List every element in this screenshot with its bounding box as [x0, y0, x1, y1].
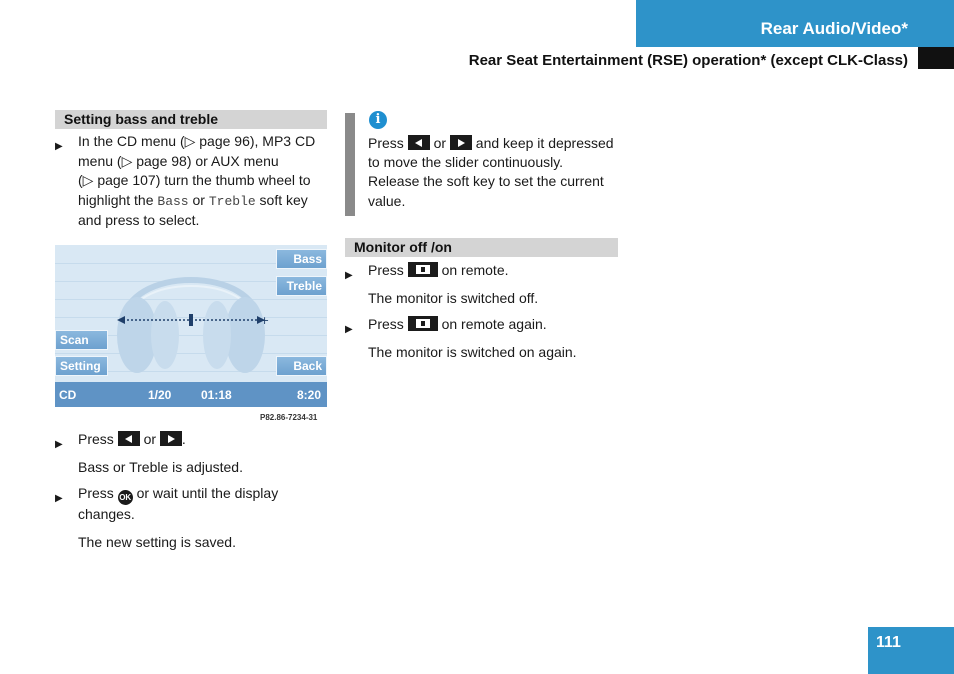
step-text: menu (▷ page 98) or AUX menu — [78, 152, 279, 169]
info-text: value. — [368, 192, 406, 209]
page-number: 111 — [868, 627, 954, 674]
source-label: CD — [59, 388, 77, 402]
step-text: (▷ page 107) turn the thumb wheel to — [78, 172, 311, 188]
section-heading-monitor: Monitor off /on — [345, 238, 618, 257]
monitor-key-icon — [408, 262, 438, 277]
bullet-arrow-icon: ▶ — [55, 439, 63, 450]
step-text: Press OK or wait until the display — [78, 484, 338, 505]
step-result: The monitor is switched on again. — [368, 343, 577, 360]
step-result: Bass or Treble is adjusted. — [78, 458, 243, 475]
treble-softkey-label: Treble — [208, 193, 256, 209]
left-arrow-key-icon — [118, 431, 140, 446]
bass-softkey-label: Bass — [157, 193, 189, 209]
step-monitor-on — [345, 315, 625, 365]
section-subheader: Rear Seat Entertainment (RSE) operation* (except CLK-Class) — [468, 52, 908, 69]
info-text: Press or and keep it depressed — [368, 135, 614, 151]
info-icon: i — [369, 111, 387, 129]
step-result: The monitor is switched off. — [368, 289, 539, 306]
step-adjust — [55, 430, 335, 480]
status-bar — [55, 382, 327, 407]
display-screenshot — [55, 245, 327, 407]
chapter-tab — [636, 0, 954, 47]
bullet-arrow-icon: ▶ — [345, 324, 353, 335]
ok-key-icon: OK — [118, 490, 133, 505]
bass-soft-key[interactable]: Bass — [276, 249, 327, 269]
clock: 8:20 — [297, 388, 322, 402]
bullet-arrow-icon: ▶ — [55, 141, 63, 152]
step-text: Press or . — [78, 431, 186, 447]
right-arrow-key-icon — [160, 431, 182, 446]
image-reference: P82.86-7234-31 — [260, 413, 318, 422]
left-arrow-key-icon — [408, 135, 430, 150]
step-text: and press to select. — [78, 212, 200, 228]
info-text: to move the slider continuously. — [368, 154, 564, 171]
treble-soft-key[interactable]: Treble — [276, 276, 327, 296]
step-text: Press on remote. — [368, 262, 509, 278]
info-note — [368, 134, 623, 211]
info-sidebar — [345, 113, 355, 216]
chapter-title: Rear Audio/Video* — [760, 19, 908, 38]
step-text: changes. — [78, 506, 135, 522]
setting-soft-key[interactable]: Setting — [55, 356, 108, 376]
svg-text:+: + — [260, 314, 270, 327]
track-number: 1/20 — [148, 388, 172, 402]
step-text: In the CD menu (▷ page 96), MP3 CD — [78, 133, 316, 149]
step-text: highlight the Bass or Treble soft key — [78, 191, 308, 209]
back-soft-key[interactable]: Back — [276, 356, 327, 376]
header-marker — [918, 47, 954, 69]
bullet-arrow-icon: ▶ — [55, 493, 63, 504]
step-result: The new setting is saved. — [78, 533, 236, 550]
step-confirm — [55, 484, 335, 554]
right-arrow-key-icon — [450, 135, 472, 150]
monitor-key-icon — [408, 316, 438, 331]
bullet-arrow-icon: ▶ — [345, 270, 353, 281]
scan-soft-key[interactable]: Scan — [55, 330, 108, 350]
step-select-soft-key — [55, 132, 335, 232]
step-text: Press on remote again. — [368, 316, 547, 332]
info-text: Release the soft key to set the current — [368, 173, 604, 190]
track-time: 01:18 — [201, 388, 232, 402]
section-heading-bass-treble: Setting bass and treble — [55, 110, 327, 129]
step-monitor-off — [345, 261, 625, 311]
